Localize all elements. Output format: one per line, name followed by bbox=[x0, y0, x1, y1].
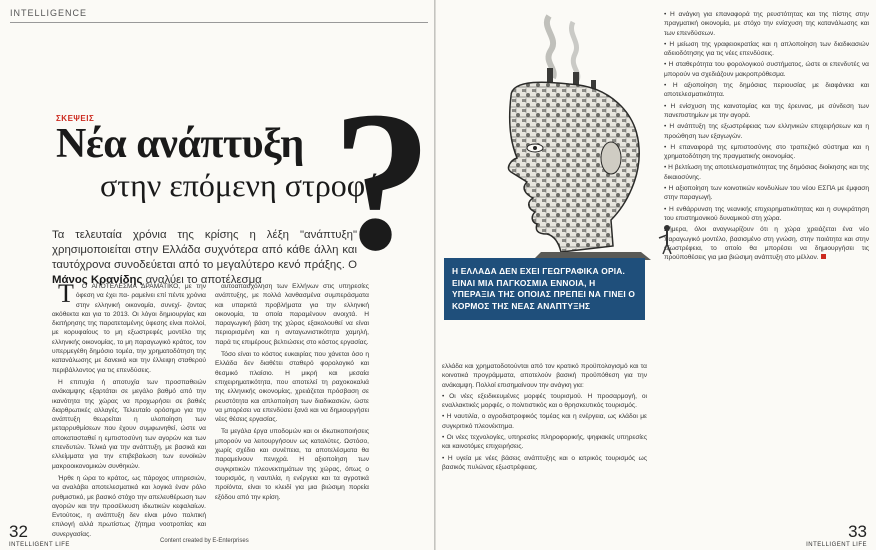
section-label: INTELLIGENCE bbox=[10, 8, 88, 18]
content-credit: Content created by E-Enterprises bbox=[160, 538, 249, 544]
pull-quote-box bbox=[444, 258, 645, 320]
column-paragraph: • Η ναυτιλία, ο αγροδιατροφικός τομέας και η ενέργεια, ως κλάδοι με συγκριτικό πλεονέκτημα. bbox=[442, 413, 647, 430]
article-kicker: ΣΚΕΨΕΙΣ bbox=[56, 114, 95, 123]
column-paragraph: • Η ενίσχυση της καινοτομίας και της έρευνας, με σύνδεση των πανεπιστημίων με την αγορά. bbox=[664, 102, 869, 119]
end-mark-icon bbox=[821, 254, 826, 259]
magazine-name-left: INTELLIGENT LIFE bbox=[9, 542, 70, 548]
column-paragraph: • Η αξιοποίηση των κοινοτικών κονδυλίων του νέου ΕΣΠΑ με έμφαση στην παραγωγή. bbox=[664, 185, 869, 202]
article-title-line1: Νέα ανάπτυξη bbox=[56, 121, 304, 167]
article-intro bbox=[52, 228, 357, 288]
column-paragraph: • Η σταθερότητα του φορολογικού συστήματος, ώστε οι επενδυτές να μπορούν να σχεδιάζουν μακροπρόθεσμα. bbox=[664, 61, 869, 78]
intro-text: Τα τελευταία χρόνια της κρίσης η λέξη "ανάπτυξη" χρησιμοποιείται στην Ελλάδα συχνότερα από κάθε άλλη και ταυτόχρονα συνοδεύεται από το μεγαλύτερο κενό πράξης. Ο bbox=[52, 229, 357, 271]
page-number-left: 32 bbox=[9, 522, 28, 541]
article-column-2 bbox=[215, 282, 369, 505]
column-paragraph: • Οι νέες τεχνολογίες, υπηρεσίες πληροφορικής, ψηφιακές υπηρεσίες και καινοτόμες επιχειρήσεις. bbox=[442, 434, 647, 451]
column-paragraph: • Η αξιοποίηση της δημόσιας περιουσίας με διαφάνεια και αποτελεσματικότητα. bbox=[664, 82, 869, 99]
column-paragraph: Σήμερα, όλοι αναγνωρίζουν ότι η χώρα χρειάζεται ένα νέο παραγωγικό μοντέλο, βασισμένο στη γνώση, στην ποιότητα και στην εξωστρέφεια, το οποίο θα μπορέσει να δημιουργήσει τις προϋποθέσεις για μια βιώσιμη ανάπτυξη στο μέλλον. bbox=[664, 226, 869, 262]
column-paragraph: Τόσο είναι το κόστος ευκαιρίας που χάνεται όσο η Ελλάδα δεν διαθέτει σταθερό φορολογικό και θεσμικό πλαίσιο. Η μικρή και μεσαία επιχειρηματικότητα, που αποτελεί τη ραχοκοκαλιά της ελληνικής οικονομίας, χρειάζεται πρόσβαση σε ρευστότητα και απλοποίηση των διαδικασιών, ώστε να μπορέσει να επενδύσει ξανά και να δημιουργήσει νέες θέσεις εργασίας. bbox=[215, 351, 369, 424]
column-paragraph: • Οι νέες εξειδικευμένες μορφές τουρισμού. Η προσαρμογή, οι εναλλακτικές μορφές, ο πολιτιστικός και ο θρησκευτικός τουρισμός. bbox=[442, 392, 647, 410]
article-column-4 bbox=[442, 362, 647, 474]
head-illustration bbox=[441, 8, 686, 263]
article-column-3 bbox=[664, 10, 869, 264]
magazine-name-right: INTELLIGENT LIFE bbox=[806, 542, 867, 548]
column-paragraph: • Η ανάπτυξη της εξωστρέφειας των ελληνικών επιχειρήσεων και η προώθηση των εξαγωγών. bbox=[664, 123, 869, 140]
column-paragraph: Η επιτυχία ή αποτυχία των προσπαθειών ανάκαμψης εξαρτάται σε μεγάλο βαθμό από την ικανότητα της χώρας να προχωρήσει σε βαθιές διαρθρωτικές αλλαγές. Τελευταίο ορόσημο για την ανάπτυξη θεωρείται η υλοποίηση των μεταρρυθμίσεων που έχουν συμφωνηθεί, ώστε να αποκατασταθεί η εμπιστοσύνη των αγορών και των επενδυτών. Τελικά για την ανάπτυξη, με βασικά και ελλείμματα για την επιβεβαίωση των ευνοϊκών μακροοικονομικών συνθηκών. bbox=[52, 378, 206, 470]
column-paragraph: • Η βελτίωση της αποτελεσματικότητας της δημόσιας διοίκησης και της δικαιοσύνης. bbox=[664, 164, 869, 181]
column-paragraph: • Η μείωση της γραφειοκρατίας και η απλοποίηση των διαδικασιών αδειοδότησης για τις νέες επενδύσεις. bbox=[664, 40, 869, 58]
intro-author: Μάνος Κρανίδης bbox=[52, 274, 143, 286]
column-paragraph: Τα μεγάλα έργα υποδομών και οι ιδιωτικοποιήσεις μπορούν να λειτουργήσουν ως καταλύτες. Ωστόσο, χωρίς σχέδιο και συνέπεια, τα αποτελέσματα θα παραμείνουν πενιχρά. Η αξιοποίηση των συγκριτικών πλεονεκτημάτων της χώρας, όπως ο τουρισμός, η ναυτιλία, η ενέργεια και τα αγροτικά προϊόντα, είναι το κλειδί για μια βιώσιμη πορεία εξόδου από την κρίση. bbox=[215, 428, 369, 501]
drop-cap: Τ bbox=[58, 279, 74, 308]
intro-text-end: αναλύει το αποτέλεσμα bbox=[142, 274, 262, 286]
column-paragraph: αυτοαπασχόληση των Ελλήνων στις υπηρεσίες ανάπτυξης, με πολλά λανθασμένα συμπεράσματα και υπαρκτά προβλήματα για την ελληνική οικονομία, τα οποία παραμένουν ανοιχτά. Η παραγωγική βάση της χώρας εξακολουθεί να είναι περιορισμένη και η ανταγωνιστικότητα χαμηλή, παρά τις επιμέρους βελτιώσεις στο κόστος εργασίας. bbox=[215, 283, 369, 346]
column-paragraph: Τ Ο ΑΠΟΤΕΛΕΣΜΑ ΔΡΑΜΑΤΙΚΟ, με την όφεση να έχει πα- ραμείνει επί πέντε χρόνια στην ελληνική οικονομία, συνεχί- ζοντας ακόθεκτα και για το 2013. Οι λόγοι δημιουργίας και διατήρησης της παρατεταμένης ύφεσης είναι πολλοί, με κορυφαίους το μη εξωστρεφές μοντέλο της ελληνικής οικονομίας, το μη παραγωγικό κράτος, τον υπερμεγέθη δημόσιο τομέα, την χρηματοδότηση της κατανάλωσης με δανεικά και την έλλειψη σταθερού περιβάλλοντος για τις επενδύσεις. bbox=[52, 279, 206, 374]
question-mark-graphic: ? bbox=[332, 71, 432, 292]
right-page bbox=[436, 0, 876, 550]
column-paragraph: • Η ανάγκη για επαναφορά της ρευστότητας και της πίστης στην πραγματική οικονομία, με στόχο την ενίσχυση της κατανάλωσης και των επενδύσεων. bbox=[664, 11, 869, 37]
left-page bbox=[0, 0, 434, 550]
section-divider bbox=[10, 22, 428, 23]
column-paragraph: Ήρθε η ώρα το κράτος, ως πάροχος υπηρεσιών, να αναλάβει αποτελεσματικά και λογικά έναν ρόλο ρυθμιστικό, με βασικό στόχο την απελευθέρωση των αγορών και την προσέλκυση ιδιωτικών κεφαλαίων. Εντούτοις, η ανάπτυξη δεν είναι μόνο πολιτική επιλογή αλλά πρωτίστως ζήτημα νοοτροπίας και συνεργασίας. bbox=[52, 474, 206, 538]
page-number-right: 33 bbox=[848, 522, 867, 541]
column-paragraph: • Η επαναφορά της εμπιστοσύνης στο τραπεζικό σύστημα και η χρηματοδότηση της πραγματικής οικονομίας. bbox=[664, 143, 869, 161]
pull-quote-text: Η ΕΛΛΑΔΑ ΔΕΝ ΕΧΕΙ ΓΕΩΓΡΑΦΙΚΑ ΟΡΙΑ. ΕΙΝΑΙ ΜΙΑ ΠΑΓΚΟΣΜΙΑ ΕΝΝΟΙΑ, Η ΥΠΕΡΑΞΙΑ ΤΗΣ ΟΠΟΙΑΣ ΠΡΕΠΕΙ ΝΑ ΓΙΝΕΙ Ο ΚΟΡΜΟΣ ΤΗΣ ΝΕΑΣ ΑΝΑΠΤΥΞΗΣ bbox=[452, 266, 636, 311]
column-paragraph: • Η υγεία με νέες βάσεις ανάπτυξης και ο ιατρικός τουρισμός ως βασικός πυλώνας εξωστρέφειας. bbox=[442, 454, 647, 471]
article-title-line2: στην επόμενη στροφή bbox=[100, 167, 382, 203]
column-paragraph: ελλάδα και χρηματοδοτούνται από τον κρατικό προϋπολογισμό και τα κοινοτικά προγράμματα, αποτελούν βασική προϋπόθεση για την ανάκαμψη. Πολλοί επισημαίνουν την ανάγκη για: bbox=[442, 363, 647, 389]
column-paragraph: • Η ενθάρρυνση της νεανικής επιχειρηματικότητας και η συγκράτηση του επιστημονικού δυναμικού στη χώρα. bbox=[664, 205, 869, 222]
